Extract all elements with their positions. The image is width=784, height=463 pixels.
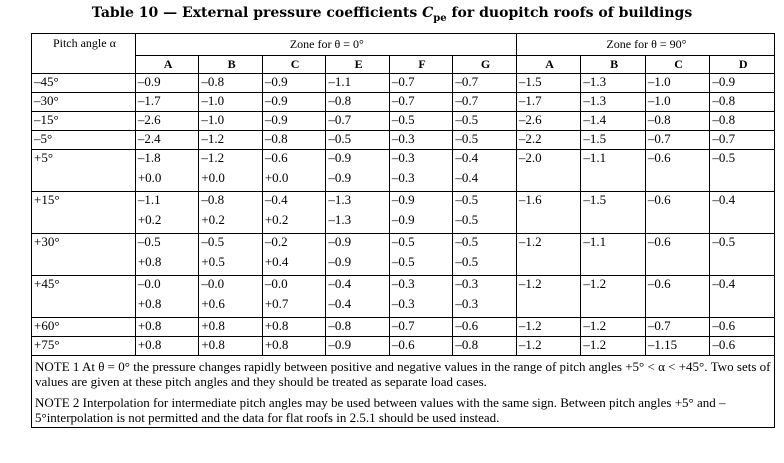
coefficient-cell xyxy=(453,318,517,337)
coefficient-value: –0.0 xyxy=(137,276,161,291)
coefficient-value: –1.6 xyxy=(518,192,542,207)
coefficient-cell xyxy=(326,74,390,93)
coefficient-value: –1.3 xyxy=(583,93,607,108)
coefficient-cell xyxy=(199,337,263,356)
coefficient-value: –0.9 xyxy=(328,150,352,165)
coefficient-cell xyxy=(516,192,581,234)
coefficient-cell xyxy=(453,192,517,234)
coefficient-value: –0.9 xyxy=(328,337,352,352)
coefficient-cell xyxy=(710,74,775,93)
pitch-angle-cell: +15° xyxy=(32,192,136,234)
coefficient-value: –0.6 xyxy=(647,276,671,291)
coefficient-cell xyxy=(645,150,710,192)
coefficient-value: –2.6 xyxy=(518,112,542,127)
coefficient-value: –0.5 xyxy=(712,234,736,249)
coefficient-value: –0.9 xyxy=(264,93,288,108)
coefficient-cell xyxy=(516,234,581,276)
coefficient-cell xyxy=(645,234,710,276)
coefficient-value: +0.5 xyxy=(201,254,225,269)
coefficient-cell xyxy=(581,150,646,192)
coefficient-value: –0.9 xyxy=(264,112,288,127)
coefficient-cell xyxy=(135,93,199,112)
coefficient-cell xyxy=(645,192,710,234)
coefficient-value: –1.3 xyxy=(328,212,352,227)
coefficient-cell xyxy=(389,131,453,150)
coefficient-value: –0.9 xyxy=(712,74,736,89)
coefficient-value: –0.8 xyxy=(328,93,352,108)
coefficient-value: –0.8 xyxy=(328,318,352,333)
coefficient-value: +0.2 xyxy=(264,212,289,227)
coefficient-value: –1.5 xyxy=(518,74,542,89)
coefficient-value: –0.3 xyxy=(391,170,415,185)
coefficient-value: –2.4 xyxy=(137,131,161,146)
coefficient-value: –0.6 xyxy=(264,150,288,165)
coefficient-cell xyxy=(199,112,263,131)
coefficient-value: –0.3 xyxy=(391,150,415,165)
coefficient-value: –0.6 xyxy=(455,318,479,333)
coefficient-value: +0.0 xyxy=(201,170,225,185)
zone-letter-header: G xyxy=(453,56,517,74)
coefficient-cell xyxy=(389,74,453,93)
coefficient-cell xyxy=(645,93,710,112)
note-1: NOTE 1 At θ = 0° the pressure changes rapidly between positive and negative values in the range of pitch angles +5° < α < +45°. Two sets of values are given at these pitch angles and they should be treated as separate load cases. xyxy=(35,359,771,389)
coefficient-value: +0.8 xyxy=(264,318,289,333)
coefficient-value: –1.2 xyxy=(518,337,542,352)
coefficient-value: –1.5 xyxy=(583,131,607,146)
zone-letter-header: B xyxy=(581,56,646,74)
coefficient-value: –0.5 xyxy=(455,192,479,207)
pitch-angle-cell: +30° xyxy=(32,234,136,276)
pitch-angle-cell: +5° xyxy=(32,150,136,192)
coefficient-cell xyxy=(645,318,710,337)
coefficient-cell xyxy=(389,318,453,337)
coefficient-cell xyxy=(135,74,199,93)
coefficient-cell xyxy=(710,93,775,112)
coefficient-cell xyxy=(710,318,775,337)
coefficient-value: –0.9 xyxy=(328,234,352,249)
coefficient-value: +0.8 xyxy=(201,337,225,352)
coefficient-cell xyxy=(389,192,453,234)
coefficient-value: –0.6 xyxy=(712,318,736,333)
coefficient-cell xyxy=(389,93,453,112)
coefficient-value: –0.8 xyxy=(455,337,479,352)
coefficient-cell xyxy=(326,93,390,112)
coefficient-cell xyxy=(389,112,453,131)
zone-90-header: Zone for θ = 90° xyxy=(516,34,774,56)
coefficient-cell xyxy=(581,93,646,112)
coefficient-value: –0.6 xyxy=(391,337,415,352)
coefficient-value: –0.8 xyxy=(647,112,671,127)
coefficient-value: –0.7 xyxy=(455,74,479,89)
table-row xyxy=(32,112,775,131)
table-row xyxy=(32,318,775,337)
note-2: NOTE 2 Interpolation for intermediate pitch angles may be used between values with the same sign. Between pitch angles +5° and –5°interpolation is not permitted and the data for flat roofs in 2.5.1 should be used instead. xyxy=(35,395,726,425)
coefficient-value: +0.2 xyxy=(201,212,225,227)
notes-cell xyxy=(32,356,775,428)
zone-letter-header: F xyxy=(389,56,453,74)
zone-letter-header: A xyxy=(516,56,581,74)
coefficient-value: –1.3 xyxy=(328,192,352,207)
notes-row xyxy=(32,356,775,428)
coefficient-cell xyxy=(645,112,710,131)
coefficient-cell xyxy=(135,234,199,276)
coefficient-cell xyxy=(453,131,517,150)
pitch-angle-header: Pitch angle α xyxy=(32,34,136,74)
pitch-angle-cell: –30° xyxy=(32,93,136,112)
coefficient-value: –1.2 xyxy=(583,318,607,333)
coefficient-value: –1.7 xyxy=(137,93,161,108)
coefficient-cell xyxy=(581,131,646,150)
coefficient-value: –0.3 xyxy=(391,131,415,146)
coefficient-value: –0.5 xyxy=(455,212,479,227)
coefficient-cell xyxy=(453,276,517,318)
coefficient-cell xyxy=(453,93,517,112)
coefficient-cell xyxy=(199,318,263,337)
table-title xyxy=(0,5,784,24)
coefficient-value: –0.6 xyxy=(647,192,671,207)
coefficient-value: –1.2 xyxy=(518,234,542,249)
coefficient-value: –0.5 xyxy=(391,234,415,249)
coefficient-value: –0.8 xyxy=(712,93,736,108)
coefficient-cell xyxy=(326,234,390,276)
coefficient-cell xyxy=(581,234,646,276)
coefficient-cell xyxy=(262,93,326,112)
coefficient-cell xyxy=(326,276,390,318)
header-row-zones xyxy=(32,34,775,56)
coefficient-value: –1.1 xyxy=(583,234,607,249)
coefficient-value: –1.2 xyxy=(201,131,225,146)
coefficient-value: –0.0 xyxy=(264,276,288,291)
coefficient-value: –0.4 xyxy=(328,296,352,311)
coefficient-value: –0.9 xyxy=(391,192,415,207)
coefficient-value: +0.8 xyxy=(137,318,162,333)
zone-letter-header: E xyxy=(326,56,390,74)
coefficient-value: –0.7 xyxy=(391,74,415,89)
coefficient-value: –2.6 xyxy=(137,112,161,127)
coefficient-cell xyxy=(645,337,710,356)
coefficient-value: –0.4 xyxy=(328,276,352,291)
coefficient-value: –0.5 xyxy=(712,150,736,165)
coefficient-cell xyxy=(262,150,326,192)
coefficient-cell xyxy=(710,112,775,131)
coefficient-cell xyxy=(389,337,453,356)
zone-letter-header: A xyxy=(135,56,199,74)
coefficient-cell xyxy=(135,150,199,192)
coefficient-value: –0.7 xyxy=(391,93,415,108)
coefficient-value: +0.8 xyxy=(137,296,162,311)
coefficient-cell xyxy=(453,337,517,356)
coefficient-cell xyxy=(326,192,390,234)
coefficient-cell xyxy=(581,337,646,356)
coefficient-value: –1.2 xyxy=(583,276,607,291)
zone-letter-header: B xyxy=(199,56,263,74)
table-row xyxy=(32,234,775,276)
coefficient-value: –2.0 xyxy=(518,150,542,165)
coefficient-value: –1.1 xyxy=(583,150,607,165)
coefficient-value: +0.6 xyxy=(201,296,225,311)
coefficient-cell xyxy=(262,234,326,276)
coefficient-cell xyxy=(645,276,710,318)
coefficient-cell xyxy=(453,150,517,192)
coefficient-cell xyxy=(710,131,775,150)
coefficient-cell xyxy=(516,131,581,150)
coefficient-value: –0.7 xyxy=(647,318,671,333)
coefficient-value: –0.3 xyxy=(391,276,415,291)
coefficient-value: –0.5 xyxy=(455,254,479,269)
coefficient-value: –0.6 xyxy=(647,150,671,165)
coefficient-value: +0.8 xyxy=(201,318,225,333)
table-row xyxy=(32,93,775,112)
coefficient-cell xyxy=(710,276,775,318)
coefficient-cell xyxy=(516,318,581,337)
coefficient-value: +0.0 xyxy=(137,170,162,185)
coefficient-cell xyxy=(199,192,263,234)
coefficient-value: –0.6 xyxy=(647,234,671,249)
coefficient-value: –0.4 xyxy=(264,192,288,207)
coefficient-cell xyxy=(516,112,581,131)
coefficient-value: –0.7 xyxy=(647,131,671,146)
coefficient-value: –0.0 xyxy=(201,276,225,291)
coefficient-cell xyxy=(326,318,390,337)
coefficient-value: –0.5 xyxy=(137,234,161,249)
coefficient-value: –0.4 xyxy=(712,192,736,207)
coefficient-value: –1.1 xyxy=(137,192,161,207)
coefficient-value: –1.2 xyxy=(518,318,542,333)
pressure-coefficient-table xyxy=(31,33,775,428)
coefficient-cell xyxy=(453,112,517,131)
coefficient-cell xyxy=(135,192,199,234)
pitch-angle-cell: +45° xyxy=(32,276,136,318)
coefficient-value: –0.5 xyxy=(455,112,479,127)
coefficient-cell xyxy=(516,337,581,356)
coefficient-cell xyxy=(326,131,390,150)
coefficient-cell xyxy=(516,93,581,112)
coefficient-cell xyxy=(326,112,390,131)
coefficient-value: –1.15 xyxy=(647,337,678,352)
table-row xyxy=(32,276,775,318)
coefficient-cell xyxy=(453,74,517,93)
title-prefix: Table 10 — External pressure coefficients xyxy=(91,5,423,21)
coefficient-cell xyxy=(453,234,517,276)
coefficient-cell xyxy=(135,318,199,337)
table-row xyxy=(32,131,775,150)
coefficient-cell xyxy=(135,276,199,318)
coefficient-cell xyxy=(326,337,390,356)
coefficient-value: +0.8 xyxy=(264,337,289,352)
coefficient-value: –2.2 xyxy=(518,131,542,146)
coefficient-value: –0.9 xyxy=(328,170,352,185)
table-row xyxy=(32,150,775,192)
coefficient-value: +0.0 xyxy=(264,170,289,185)
coefficient-value: –1.5 xyxy=(583,192,607,207)
coefficient-value: –1.4 xyxy=(583,112,607,127)
coefficient-value: –1.2 xyxy=(583,337,607,352)
header-row-zone-letters xyxy=(32,56,775,74)
coefficient-value: –0.9 xyxy=(264,74,288,89)
zone-0-header: Zone for θ = 0° xyxy=(135,34,516,56)
coefficient-cell xyxy=(389,234,453,276)
title-suffix: for duopitch roofs of buildings xyxy=(446,5,693,21)
coefficient-value: +0.4 xyxy=(264,254,289,269)
coefficient-value: +0.7 xyxy=(264,296,289,311)
coefficient-value: –0.5 xyxy=(455,234,479,249)
coefficient-cell xyxy=(262,337,326,356)
zone-letter-header: D xyxy=(710,56,775,74)
coefficient-value: –0.3 xyxy=(455,276,479,291)
coefficient-cell xyxy=(581,112,646,131)
coefficient-value: –1.2 xyxy=(518,276,542,291)
pitch-angle-cell: +75° xyxy=(32,337,136,356)
coefficient-cell xyxy=(389,150,453,192)
coefficient-value: –1.3 xyxy=(583,74,607,89)
coefficient-value: –0.5 xyxy=(391,112,415,127)
coefficient-cell xyxy=(710,192,775,234)
pitch-angle-cell: –45° xyxy=(32,74,136,93)
coefficient-value: –0.8 xyxy=(201,74,225,89)
coefficient-cell xyxy=(389,276,453,318)
coefficient-value: –1.0 xyxy=(647,74,671,89)
coefficient-value: –0.4 xyxy=(712,276,736,291)
coefficient-cell xyxy=(199,150,263,192)
coefficient-cell xyxy=(199,234,263,276)
coefficient-value: –0.8 xyxy=(712,112,736,127)
coefficient-cell xyxy=(199,93,263,112)
coefficient-cell xyxy=(262,131,326,150)
coefficient-value: –1.0 xyxy=(647,93,671,108)
table-row xyxy=(32,337,775,356)
coefficient-cell xyxy=(581,192,646,234)
coefficient-value: –1.8 xyxy=(137,150,161,165)
pitch-angle-cell: –5° xyxy=(32,131,136,150)
coefficient-cell xyxy=(516,276,581,318)
coefficient-value: +0.8 xyxy=(137,254,162,269)
coefficient-cell xyxy=(135,337,199,356)
coefficient-cell xyxy=(262,318,326,337)
coefficient-value: –0.7 xyxy=(391,318,415,333)
zone-letter-header: C xyxy=(262,56,326,74)
coefficient-cell xyxy=(581,318,646,337)
coefficient-cell xyxy=(581,74,646,93)
coefficient-cell xyxy=(645,74,710,93)
coefficient-value: +0.2 xyxy=(137,212,162,227)
coefficient-value: –0.2 xyxy=(264,234,288,249)
table-row xyxy=(32,192,775,234)
coefficient-cell xyxy=(262,112,326,131)
coefficient-cell xyxy=(199,131,263,150)
coefficient-cell xyxy=(262,74,326,93)
coefficient-value: –0.7 xyxy=(455,93,479,108)
coefficient-cell xyxy=(262,276,326,318)
pitch-angle-cell: +60° xyxy=(32,318,136,337)
coefficient-value: –0.4 xyxy=(455,150,479,165)
coefficient-value: –0.9 xyxy=(328,254,352,269)
coefficient-value: +0.8 xyxy=(137,337,162,352)
coefficient-value: –1.2 xyxy=(201,150,225,165)
coefficient-cell xyxy=(135,112,199,131)
coefficient-cell xyxy=(262,192,326,234)
table-row xyxy=(32,74,775,93)
coefficient-value: –1.0 xyxy=(201,112,225,127)
coefficient-value: –1.7 xyxy=(518,93,542,108)
coefficient-value: –0.5 xyxy=(391,254,415,269)
title-subscript: pe xyxy=(433,12,447,24)
coefficient-value: –1.0 xyxy=(201,93,225,108)
coefficient-cell xyxy=(516,74,581,93)
coefficient-cell xyxy=(710,150,775,192)
coefficient-value: –1.1 xyxy=(328,74,352,89)
coefficient-cell xyxy=(135,131,199,150)
title-symbol: C xyxy=(422,5,434,21)
coefficient-value: –0.9 xyxy=(391,212,415,227)
coefficient-cell xyxy=(645,131,710,150)
coefficient-value: –0.5 xyxy=(455,131,479,146)
coefficient-value: –0.3 xyxy=(455,296,479,311)
coefficient-cell xyxy=(581,276,646,318)
coefficient-cell xyxy=(516,150,581,192)
coefficient-cell xyxy=(326,150,390,192)
coefficient-cell xyxy=(710,234,775,276)
coefficient-value: –0.8 xyxy=(264,131,288,146)
coefficient-value: –0.6 xyxy=(712,337,736,352)
coefficient-cell xyxy=(199,276,263,318)
pitch-angle-cell: –15° xyxy=(32,112,136,131)
coefficient-value: –0.8 xyxy=(201,192,225,207)
coefficient-value: –0.4 xyxy=(455,170,479,185)
coefficient-value: –0.7 xyxy=(712,131,736,146)
coefficient-value: –0.9 xyxy=(137,74,161,89)
coefficient-value: –0.7 xyxy=(328,112,352,127)
coefficient-value: –0.3 xyxy=(391,296,415,311)
zone-letter-header: C xyxy=(645,56,710,74)
coefficient-value: –0.5 xyxy=(328,131,352,146)
coefficient-cell xyxy=(710,337,775,356)
coefficient-cell xyxy=(199,74,263,93)
coefficient-value: –0.5 xyxy=(201,234,225,249)
